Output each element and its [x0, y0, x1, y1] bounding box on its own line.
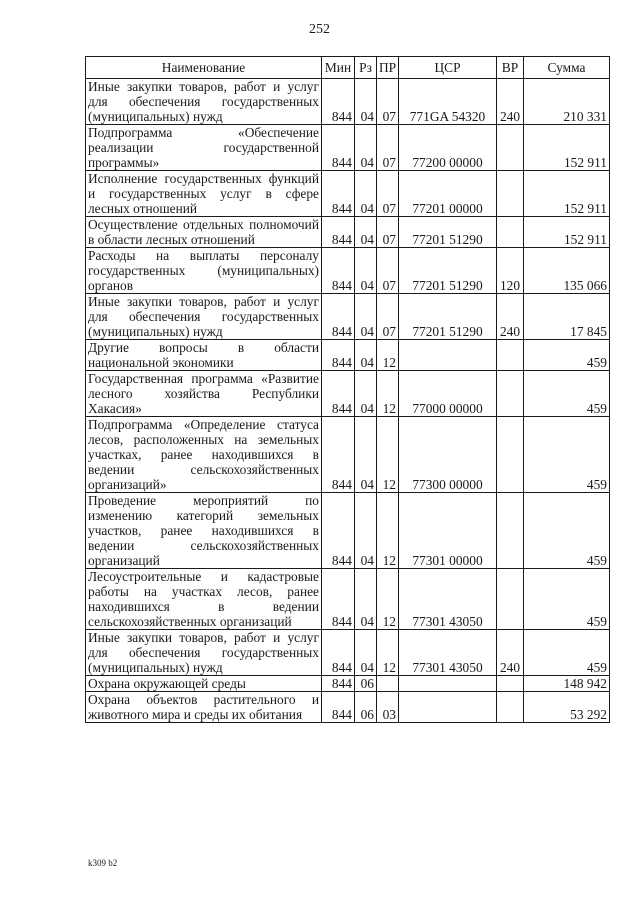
row-vr — [497, 417, 524, 493]
row-csr: 77201 51290 — [399, 294, 497, 340]
table-row — [86, 692, 610, 723]
row-csr — [399, 676, 497, 692]
row-pr: 07 — [377, 125, 399, 171]
row-pr: 07 — [377, 248, 399, 294]
row-sum: 53 292 — [524, 692, 610, 723]
table-row — [86, 125, 610, 171]
row-vr — [497, 692, 524, 723]
row-sum: 17 845 — [524, 294, 610, 340]
table-row — [86, 340, 610, 371]
row-min: 844 — [322, 676, 355, 692]
row-pr: 07 — [377, 217, 399, 248]
row-csr — [399, 692, 497, 723]
row-name: Подпрограмма «Определение статуса лесов, расположенных на земельных участках, ранее находившихся в ведении сельскохозяйственных организаций» — [86, 417, 322, 493]
row-name: Лесоустроительные и кадастровые работы на участках лесов, ранее находившихся в ведении сельскохозяйственных организаций — [86, 569, 322, 630]
row-vr: 120 — [497, 248, 524, 294]
row-min: 844 — [322, 294, 355, 340]
row-pr: 07 — [377, 294, 399, 340]
row-sum: 459 — [524, 569, 610, 630]
row-rz: 04 — [355, 417, 377, 493]
row-vr — [497, 569, 524, 630]
row-csr: 77301 43050 — [399, 630, 497, 676]
page-number: 252 — [309, 22, 330, 37]
row-min: 844 — [322, 125, 355, 171]
row-rz: 04 — [355, 171, 377, 217]
table-row — [86, 294, 610, 340]
row-rz: 04 — [355, 125, 377, 171]
row-csr: 77200 00000 — [399, 125, 497, 171]
row-rz: 04 — [355, 340, 377, 371]
header-vr: ВР — [497, 57, 524, 79]
row-vr — [497, 217, 524, 248]
table-row — [86, 217, 610, 248]
row-sum: 459 — [524, 493, 610, 569]
row-pr — [377, 676, 399, 692]
row-min: 844 — [322, 630, 355, 676]
row-rz: 04 — [355, 371, 377, 417]
table-row — [86, 569, 610, 630]
row-pr: 12 — [377, 371, 399, 417]
row-min: 844 — [322, 493, 355, 569]
row-csr: 77301 00000 — [399, 493, 497, 569]
row-min: 844 — [322, 248, 355, 294]
row-pr: 12 — [377, 630, 399, 676]
row-pr: 12 — [377, 493, 399, 569]
row-name: Исполнение государственных функций и государственных услуг в сфере лесных отношений — [86, 171, 322, 217]
header-name: Наименование — [86, 57, 322, 79]
footer-code: k309 b2 — [88, 858, 118, 868]
row-rz: 04 — [355, 493, 377, 569]
row-vr: 240 — [497, 630, 524, 676]
row-rz: 06 — [355, 676, 377, 692]
row-rz: 04 — [355, 79, 377, 125]
row-min: 844 — [322, 417, 355, 493]
row-name: Иные закупки товаров, работ и услуг для обеспечения государственных (муниципальных) нужд — [86, 630, 322, 676]
row-rz: 04 — [355, 217, 377, 248]
table-row — [86, 493, 610, 569]
header-min: Мин — [322, 57, 355, 79]
row-vr — [497, 340, 524, 371]
table-row — [86, 79, 610, 125]
row-rz: 04 — [355, 248, 377, 294]
row-min: 844 — [322, 79, 355, 125]
row-pr: 03 — [377, 692, 399, 723]
row-csr: 77201 51290 — [399, 248, 497, 294]
row-csr: 77000 00000 — [399, 371, 497, 417]
row-rz: 06 — [355, 692, 377, 723]
row-sum: 135 066 — [524, 248, 610, 294]
row-name: Охрана окружающей среды — [86, 676, 322, 692]
header-csr: ЦСР — [399, 57, 497, 79]
row-pr: 12 — [377, 569, 399, 630]
row-sum: 152 911 — [524, 217, 610, 248]
header-sum: Сумма — [524, 57, 610, 79]
row-min: 844 — [322, 569, 355, 630]
row-sum: 459 — [524, 371, 610, 417]
table-row — [86, 171, 610, 217]
row-sum: 152 911 — [524, 125, 610, 171]
table-row — [86, 371, 610, 417]
table-row — [86, 630, 610, 676]
row-name: Охрана объектов растительного и животного мира и среды их обитания — [86, 692, 322, 723]
row-name: Подпрограмма «Обеспечение реализации государственной программы» — [86, 125, 322, 171]
table-row — [86, 676, 610, 692]
row-vr — [497, 171, 524, 217]
row-sum: 152 911 — [524, 171, 610, 217]
row-vr — [497, 125, 524, 171]
row-vr — [497, 493, 524, 569]
row-csr: 77301 43050 — [399, 569, 497, 630]
row-pr: 12 — [377, 340, 399, 371]
header-pr: ПР — [377, 57, 399, 79]
row-vr — [497, 371, 524, 417]
row-rz: 04 — [355, 569, 377, 630]
row-csr — [399, 340, 497, 371]
row-name: Иные закупки товаров, работ и услуг для обеспечения государственных (муниципальных) нужд — [86, 79, 322, 125]
row-name: Осуществление отдельных полномочий в области лесных отношений — [86, 217, 322, 248]
row-vr: 240 — [497, 79, 524, 125]
row-name: Другие вопросы в области национальной экономики — [86, 340, 322, 371]
row-min: 844 — [322, 371, 355, 417]
row-name: Расходы на выплаты персоналу государственных (муниципальных) органов — [86, 248, 322, 294]
row-csr: 771GA 54320 — [399, 79, 497, 125]
row-min: 844 — [322, 340, 355, 371]
table-header-row — [86, 57, 610, 79]
row-pr: 07 — [377, 171, 399, 217]
row-csr: 77201 51290 — [399, 217, 497, 248]
budget-table — [85, 56, 610, 723]
row-name: Государственная программа «Развитие лесного хозяйства Республики Хакасия» — [86, 371, 322, 417]
row-sum: 210 331 — [524, 79, 610, 125]
row-csr: 77300 00000 — [399, 417, 497, 493]
row-sum: 459 — [524, 340, 610, 371]
row-pr: 07 — [377, 79, 399, 125]
row-pr: 12 — [377, 417, 399, 493]
table-row — [86, 248, 610, 294]
row-sum: 459 — [524, 630, 610, 676]
row-min: 844 — [322, 171, 355, 217]
table-row — [86, 417, 610, 493]
row-rz: 04 — [355, 294, 377, 340]
row-min: 844 — [322, 692, 355, 723]
row-name: Проведение мероприятий по изменению категорий земельных участков, ранее находившихся в ведении сельскохозяйственных организаций — [86, 493, 322, 569]
row-sum: 459 — [524, 417, 610, 493]
row-name: Иные закупки товаров, работ и услуг для обеспечения государственных (муниципальных) нужд — [86, 294, 322, 340]
row-sum: 148 942 — [524, 676, 610, 692]
row-rz: 04 — [355, 630, 377, 676]
header-rz: Рз — [355, 57, 377, 79]
row-min: 844 — [322, 217, 355, 248]
row-vr: 240 — [497, 294, 524, 340]
row-csr: 77201 00000 — [399, 171, 497, 217]
row-vr — [497, 676, 524, 692]
